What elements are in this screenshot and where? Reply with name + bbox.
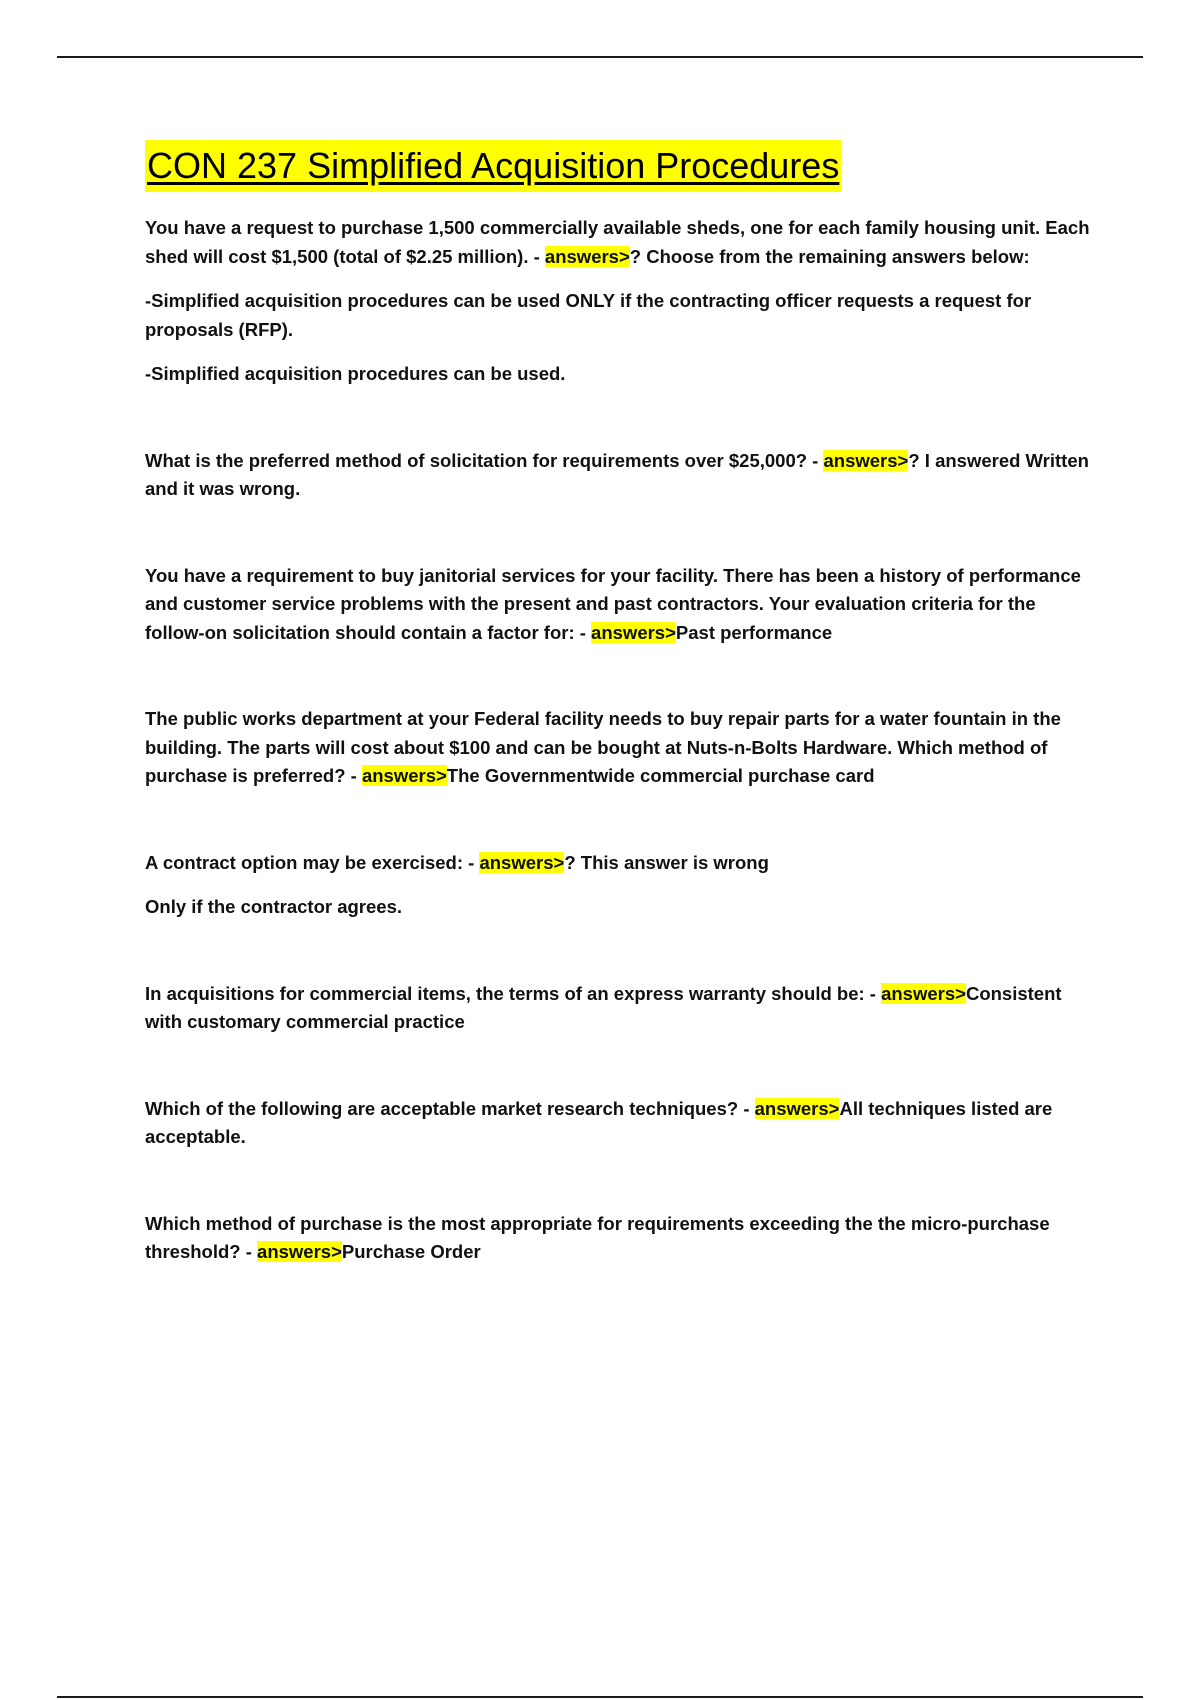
answer-option: -Simplified acquisition procedures can be used. xyxy=(145,363,566,384)
question-paragraph xyxy=(145,705,1090,791)
question-paragraph xyxy=(145,562,1090,648)
qa-item xyxy=(145,214,1090,389)
question-text: The public works department at your Federal facility needs to buy repair parts for a water fountain in the building. The parts will cost about $100 and can be bought at Nuts-n-Bolts Hardware. Which method of purchase is preferred? - xyxy=(145,708,1061,786)
answer-text: ? I answered Written and it was wrong. xyxy=(145,449,1089,499)
question-text: You have a request to purchase 1,500 commercially available sheds, one for each family housing unit. Each shed will cost $1,500 (total of $2.25 million). - xyxy=(145,217,1090,267)
question-paragraph xyxy=(145,980,1090,1037)
section-spacer xyxy=(145,389,1090,447)
qa-item xyxy=(145,980,1090,1037)
answer-text: All techniques listed are acceptable. xyxy=(145,1097,1053,1147)
answer-option: Only if the contractor agrees. xyxy=(145,896,403,917)
question-paragraph xyxy=(145,447,1090,504)
qa-item xyxy=(145,1210,1090,1267)
top-rule xyxy=(57,56,1143,58)
answer-marker: answers> xyxy=(361,765,447,786)
section-spacer xyxy=(145,791,1090,849)
section-spacer xyxy=(145,504,1090,562)
answer-text: The Governmentwide commercial purchase card xyxy=(446,765,875,786)
question-text: What is the preferred method of solicitation for requirements over $25,000? - xyxy=(145,449,824,471)
answer-text: ? Choose from the remaining answers below: xyxy=(629,245,1030,267)
qa-item xyxy=(145,849,1090,922)
answer-marker: answers> xyxy=(823,449,909,471)
answer-marker: answers> xyxy=(591,621,676,643)
section-spacer xyxy=(145,1037,1090,1095)
line-spacer xyxy=(145,344,1090,360)
question-text: Which of the following are acceptable market research techniques? - xyxy=(145,1097,755,1119)
answer-text: Purchase Order xyxy=(341,1241,481,1262)
section-spacer xyxy=(145,922,1090,980)
answer-marker: answers> xyxy=(544,245,630,267)
answer-marker: answers> xyxy=(479,851,565,873)
question-paragraph xyxy=(145,849,1090,878)
answer-marker: answers> xyxy=(754,1097,840,1119)
answer-marker: answers> xyxy=(881,982,966,1004)
document-title: CON 237 Simplified Acquisition Procedures xyxy=(145,140,841,192)
question-paragraph xyxy=(145,1210,1090,1267)
question-paragraph xyxy=(145,214,1090,271)
qa-item xyxy=(145,562,1090,648)
answer-text: Consistent with customary commercial practice xyxy=(145,982,1062,1032)
bottom-rule xyxy=(57,1696,1143,1698)
answer-marker: answers> xyxy=(257,1241,342,1262)
qa-item xyxy=(145,1095,1090,1152)
question-text: You have a requirement to buy janitorial services for your facility. There has been a history of performance and customer service problems with the present and past contractors. Your evaluation criteria for the follow-on solicitation should contain a factor for: - xyxy=(145,564,1081,643)
question-text: Which method of purchase is the most appropriate for requirements exceeding the the micro-purchase threshold? - xyxy=(145,1212,1050,1262)
line-spacer xyxy=(145,271,1090,287)
qa-list xyxy=(145,214,1090,1267)
section-spacer xyxy=(145,647,1090,705)
question-paragraph xyxy=(145,1095,1090,1152)
answer-option: -Simplified acquisition procedures can be used ONLY if the contracting officer requests a request for proposals (RFP). xyxy=(145,290,1032,340)
question-text: A contract option may be exercised: - xyxy=(145,851,480,873)
answer-text: Past performance xyxy=(675,621,833,643)
qa-item xyxy=(145,447,1090,504)
section-spacer xyxy=(145,1152,1090,1210)
answer-text: ? This answer is wrong xyxy=(564,851,769,873)
qa-item xyxy=(145,705,1090,791)
document-body xyxy=(145,140,1090,1267)
question-text: In acquisitions for commercial items, the terms of an express warranty should be: - xyxy=(145,982,882,1004)
line-spacer xyxy=(145,877,1090,893)
